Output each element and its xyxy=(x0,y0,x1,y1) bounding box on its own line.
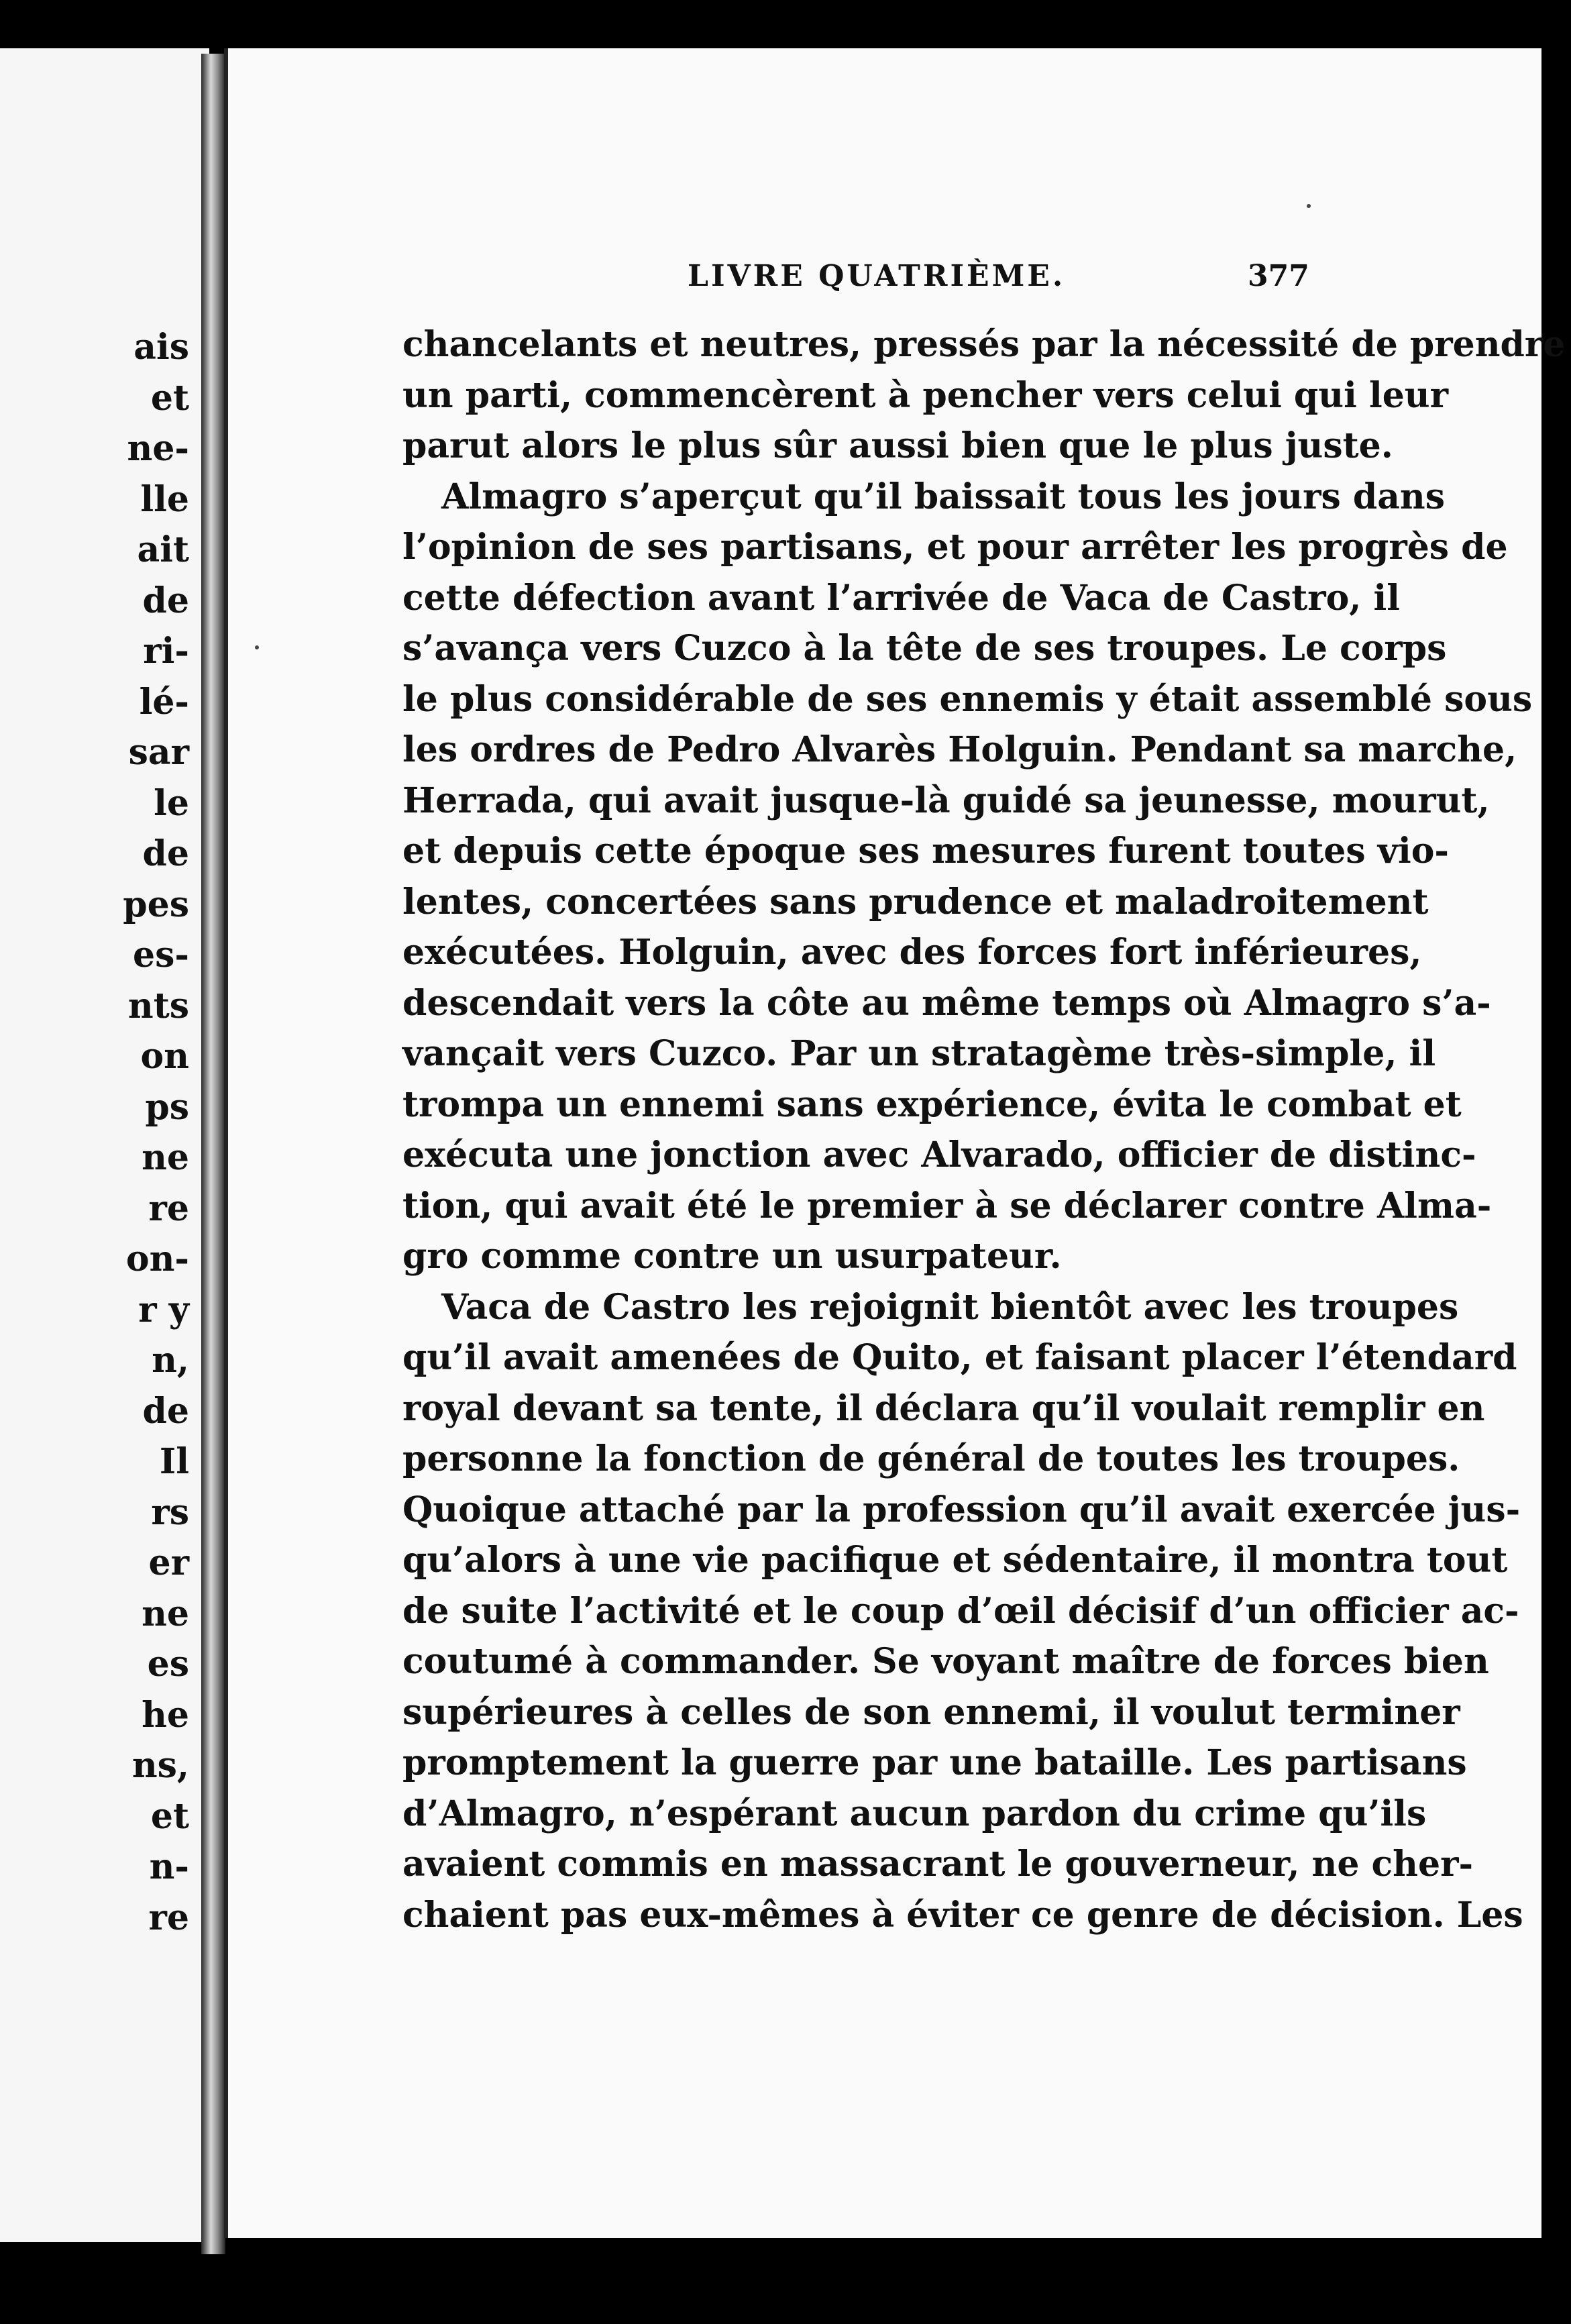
text-line: s’avança vers Cuzco à la tête de ses troupes. Le corps xyxy=(402,628,1447,669)
text-line: trompa un ennemi sans expérience, évita le combat et xyxy=(402,1084,1462,1125)
left-page-line-fragment: sar xyxy=(128,732,189,773)
text-line: les ordres de Pedro Alvarès Holguin. Pendant sa marche, xyxy=(402,729,1517,770)
left-page-line-fragment: he xyxy=(142,1694,189,1736)
left-page-line-fragment: re xyxy=(148,1897,189,1938)
left-page-line-fragment: pes xyxy=(123,884,189,925)
page-number: 377 xyxy=(1248,259,1309,293)
text-line: coutumé à commander. Se voyant maître de forces bien xyxy=(402,1641,1489,1682)
left-page-line-fragment: ne xyxy=(142,1137,189,1178)
text-line: le plus considérable de ses ennemis y était assemblé sous xyxy=(402,678,1533,720)
left-page-line-fragment: ait xyxy=(137,529,189,570)
text-line: l’opinion de ses partisans, et pour arrêter les progrès de xyxy=(402,527,1508,568)
left-page-line-fragment: re xyxy=(148,1187,189,1229)
text-line: supérieures à celles de son ennemi, il voulut terminer xyxy=(402,1691,1460,1733)
text-line: chancelants et neutres, pressés par la nécessité de prendre xyxy=(402,324,1566,365)
text-line: Vaca de Castro les rejoignit bientôt avec les troupes xyxy=(441,1286,1459,1328)
text-line: vançait vers Cuzco. Par un stratagème très-simple, il xyxy=(402,1033,1436,1074)
left-page-line-fragment: on- xyxy=(125,1238,189,1279)
text-line: promptement la guerre par une bataille. Les partisans xyxy=(402,1742,1467,1783)
left-page-line-fragment: de xyxy=(142,833,189,874)
text-line: royal devant sa tente, il déclara qu’il voulait remplir en xyxy=(402,1387,1485,1429)
text-line: descendait vers la côte au même temps où Almagro s’a- xyxy=(402,982,1491,1024)
text-line: qu’alors à une vie pacifique et sédentaire, il montra tout xyxy=(402,1540,1508,1581)
left-page-line-fragment: ps xyxy=(145,1086,189,1128)
left-page-line-fragment: n- xyxy=(149,1846,189,1887)
left-page-line-fragment: ais xyxy=(133,327,189,368)
text-line: chaient pas eux-mêmes à éviter ce genre de décision. Les xyxy=(402,1894,1523,1936)
running-head: LIVRE QUATRIÈME. xyxy=(688,259,1066,293)
text-line: Almagro s’aperçut qu’il baissait tous les jours dans xyxy=(441,476,1445,517)
text-line: Herrada, qui avait jusque-là guidé sa jeunesse, mourut, xyxy=(402,780,1490,821)
left-page-line-fragment: ns, xyxy=(131,1745,189,1786)
text-line: d’Almagro, n’espérant aucun pardon du crime qu’ils xyxy=(402,1793,1427,1834)
left-page-line-fragment: n, xyxy=(152,1340,189,1381)
text-line: exécuta une jonction avec Alvarado, officier de distinc- xyxy=(402,1134,1476,1175)
left-page-line-fragment: et xyxy=(150,1795,189,1837)
text-line: personne la fonction de général de toutes les troupes. xyxy=(402,1438,1460,1479)
left-page-line-fragment: ri- xyxy=(143,631,189,672)
text-line: cette défection avant l’arrivée de Vaca de Castro, il xyxy=(402,577,1401,619)
ink-speck xyxy=(1307,204,1311,208)
ink-speck xyxy=(255,645,259,649)
body-text xyxy=(402,319,1566,1940)
left-page-line-fragment: lé- xyxy=(139,681,189,723)
text-line: lentes, concertées sans prudence et maladroitement xyxy=(402,881,1429,922)
left-page-line-fragment: et xyxy=(150,377,189,419)
text-line: parut alors le plus sûr aussi bien que le plus juste. xyxy=(402,425,1393,466)
left-page-line-fragment: lle xyxy=(140,478,189,520)
text-line: un parti, commencèrent à pencher vers celui qui leur xyxy=(402,374,1448,416)
left-page-fragment xyxy=(0,48,209,2242)
text-line: tion, qui avait été le premier à se déclarer contre Alma- xyxy=(402,1185,1492,1226)
left-page-line-fragment: es- xyxy=(133,935,189,975)
text-line: qu’il avait amenées de Quito, et faisant placer l’étendard xyxy=(402,1337,1517,1378)
text-line: Quoique attaché par la profession qu’il avait exercée jus- xyxy=(402,1489,1521,1530)
left-page-line-fragment: es xyxy=(147,1644,189,1685)
text-line: exécutées. Holguin, avec des forces fort inférieures, xyxy=(402,932,1422,973)
left-page-line-fragment: ne- xyxy=(127,428,189,469)
book-gutter xyxy=(201,54,225,2254)
text-line: avaient commis en massacrant le gouverneur, ne cher- xyxy=(402,1844,1474,1885)
text-line: gro comme contre un usurpateur. xyxy=(402,1236,1062,1277)
left-page-line-fragment: rs xyxy=(151,1491,189,1533)
left-page-line-fragment: er xyxy=(148,1542,189,1583)
left-page-line-fragment: nts xyxy=(127,985,189,1026)
left-page-line-fragment: Il xyxy=(159,1441,189,1482)
text-line: et depuis cette époque ses mesures furent toutes vio- xyxy=(402,831,1449,872)
left-page-line-fragment: le xyxy=(154,782,189,824)
left-page-line-fragment: on xyxy=(140,1036,189,1077)
left-page-line-fragment: ne xyxy=(142,1593,189,1634)
text-line: de suite l’activité et le coup d’œil décisif d’un officier ac- xyxy=(402,1590,1519,1632)
left-page-line-fragment: de xyxy=(142,1390,189,1432)
left-page-line-fragment: de xyxy=(142,580,189,621)
left-page-line-fragment: r y xyxy=(138,1289,189,1330)
